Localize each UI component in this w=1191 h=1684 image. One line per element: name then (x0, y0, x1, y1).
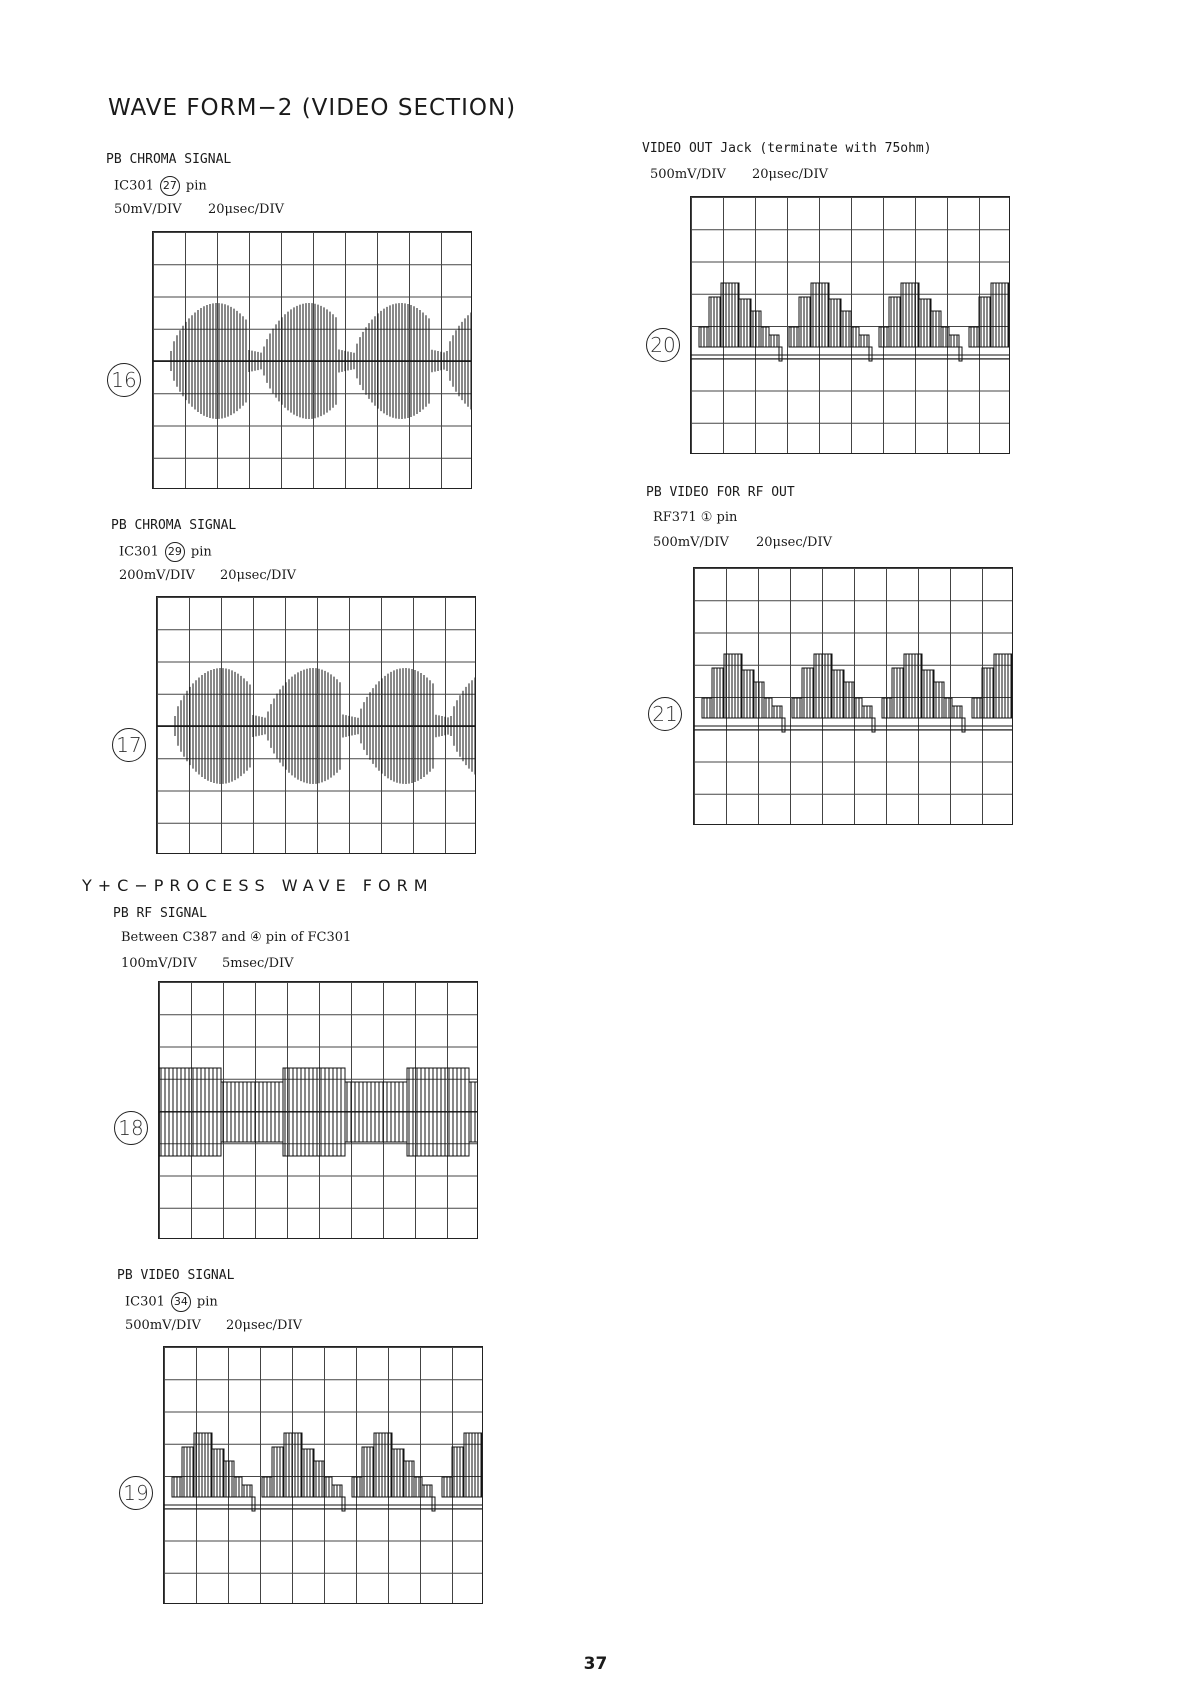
signal-name: PB RF SIGNAL (113, 906, 207, 921)
pin-number-circle: 29 (165, 542, 185, 562)
waveform-trace (694, 654, 1013, 732)
signal-name: PB VIDEO FOR RF OUT (646, 485, 795, 500)
pin-number-circle: 34 (171, 1292, 191, 1312)
waveform-number-badge: 21 (648, 697, 682, 731)
waveform-trace (157, 668, 476, 784)
volt-per-div: 50mV/DIV (114, 202, 182, 217)
ic-label: IC301 (125, 1294, 165, 1310)
oscilloscope-grid (163, 1346, 483, 1604)
pin-reference (114, 176, 207, 196)
time-per-div: 20μsec/DIV (756, 535, 832, 550)
pin-reference (125, 1292, 218, 1312)
time-per-div: 20μsec/DIV (752, 167, 828, 182)
oscilloscope-grid (152, 231, 472, 489)
waveform-trace (164, 1433, 483, 1511)
section-title: Y+C−PROCESS WAVE FORM (82, 876, 434, 895)
time-per-div: 20μsec/DIV (208, 202, 284, 217)
signal-name: PB CHROMA SIGNAL (111, 518, 237, 533)
volt-per-div: 500mV/DIV (125, 1318, 201, 1333)
volt-per-div: 100mV/DIV (121, 956, 197, 971)
oscilloscope-grid (690, 196, 1010, 454)
waveform-number-badge: 20 (646, 328, 680, 362)
pin-reference: Between C387 and ④ pin of FC301 (121, 930, 352, 945)
oscilloscope-grid (158, 981, 478, 1239)
pin-number-circle: 27 (160, 176, 180, 196)
signal-name: PB CHROMA SIGNAL (106, 152, 232, 167)
pin-word: pin (185, 178, 207, 194)
time-per-div: 20μsec/DIV (220, 568, 296, 583)
oscilloscope-grid (156, 596, 476, 854)
volt-per-div: 200mV/DIV (119, 568, 195, 583)
signal-name: PB VIDEO SIGNAL (117, 1268, 235, 1283)
time-per-div: 20μsec/DIV (226, 1318, 302, 1333)
waveform-trace (691, 283, 1010, 361)
signal-name: VIDEO OUT Jack (terminate with 75ohm) (642, 141, 932, 156)
time-per-div: 5msec/DIV (222, 956, 294, 971)
pin-word: pin (196, 1294, 218, 1310)
ic-label: IC301 (114, 178, 154, 194)
page-number: 37 (583, 1654, 608, 1674)
oscilloscope-grid (693, 567, 1013, 825)
waveform-number-badge: 16 (107, 363, 141, 397)
pin-word: pin (190, 544, 212, 560)
volt-per-div: 500mV/DIV (650, 167, 726, 182)
pin-reference: RF371 ① pin (653, 510, 738, 525)
waveform-number-badge: 19 (119, 1476, 153, 1510)
page-title: WAVE FORM−2 (VIDEO SECTION) (108, 95, 517, 121)
waveform-trace (153, 303, 472, 419)
waveform-number-badge: 17 (112, 728, 146, 762)
waveform-trace (159, 1068, 478, 1156)
volt-per-div: 500mV/DIV (653, 535, 729, 550)
pin-reference (119, 542, 212, 562)
waveform-number-badge: 18 (114, 1111, 148, 1145)
ic-label: IC301 (119, 544, 159, 560)
